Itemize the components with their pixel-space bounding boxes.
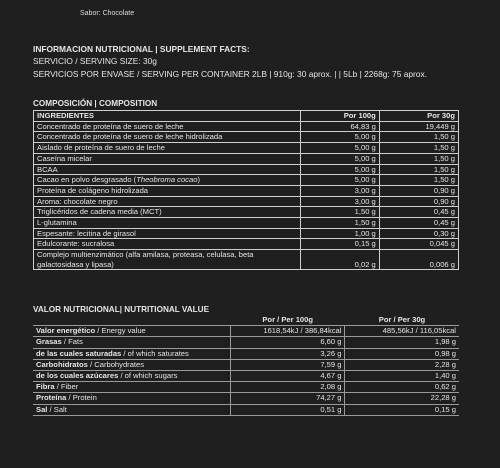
header-per-100g: Por / Per 100g [262, 315, 314, 324]
ingredient-row [34, 239, 459, 250]
value-per-100g: 1618,54kJ / 386,84kcal [230, 326, 345, 337]
header-ingredients: INGREDIENTES [34, 111, 301, 122]
amount-per-100g: 64,83 g [300, 121, 379, 132]
value-per-30g: 2,28 g [345, 359, 459, 370]
ingredient-name: Cacao en polvo desgrasado (Theobroma cocao) [34, 175, 301, 186]
ingredient-name: Edulcorante: sucralosa [34, 239, 301, 250]
ingredient-row [34, 218, 459, 229]
nutrition-table [33, 315, 459, 416]
amount-per-100g: 0,15 g [300, 239, 379, 250]
nutrition-row [33, 326, 459, 337]
nutrient-name: de los cuales azúcares / of which sugars [33, 371, 230, 382]
ingredient-row [34, 228, 459, 239]
amount-per-100g: 1,00 g [300, 228, 379, 239]
ingredient-name: Concentrado de proteína de suero de leche [34, 121, 301, 132]
flavor-label: Sabor: Chocolate [80, 10, 135, 17]
amount-per-30g: 0,45 g [379, 207, 458, 218]
nutrition-header-blank [33, 315, 230, 326]
value-per-100g: 2,08 g [230, 382, 345, 393]
ingredient-name: Aroma: chocolate negro [34, 196, 301, 207]
ingredient-row [34, 175, 459, 186]
value-per-30g: 0,15 g [345, 404, 459, 415]
nutrient-name: Fibra / Fiber [33, 382, 230, 393]
ingredient-name: BCAA [34, 164, 301, 175]
nutrition-header-row [33, 315, 459, 326]
value-per-30g: 1,98 g [345, 337, 459, 348]
facts-heading: INFORMACION NUTRICIONAL | SUPPLEMENT FACTS: [33, 44, 250, 54]
amount-per-30g: 0,90 g [379, 196, 458, 207]
amount-per-100g: 5,00 g [300, 153, 379, 164]
ingredient-name: Complejo multienzimático (alfa amilasa, proteasa, celulasa, beta galactosidasa y lipasa) [34, 250, 301, 270]
servings-per-container: SERVICIOS POR ENVASE / SERVING PER CONTAINER 2LB | 910g: 30 aprox. | | 5Lb | 2268g: 75 aprox. [33, 68, 427, 79]
amount-per-100g: 1,50 g [300, 207, 379, 218]
amount-per-30g: 0,90 g [379, 185, 458, 196]
ingredient-name: Proteína de colágeno hidrolizada [34, 185, 301, 196]
amount-per-30g: 1,50 g [379, 132, 458, 143]
amount-per-100g: 5,00 g [300, 164, 379, 175]
ingredient-row [34, 121, 459, 132]
nutrient-name: Grasas / Fats [33, 337, 230, 348]
amount-per-30g: 0,30 g [379, 228, 458, 239]
ingredient-row [34, 207, 459, 218]
header-per-100g: Por 100g [300, 111, 379, 122]
composition-header-row [34, 111, 459, 122]
ingredient-name: Aislado de proteína de suero de leche [34, 143, 301, 154]
value-per-30g: 1,40 g [345, 371, 459, 382]
amount-per-100g: 5,00 g [300, 175, 379, 186]
ingredient-row [34, 132, 459, 143]
value-per-100g: 0,51 g [230, 404, 345, 415]
nutrition-row [33, 359, 459, 370]
amount-per-100g: 0,02 g [300, 250, 379, 270]
ingredient-row [34, 250, 459, 270]
amount-per-30g: 0,045 g [379, 239, 458, 250]
amount-per-100g: 3,00 g [300, 196, 379, 207]
amount-per-30g: 1,50 g [379, 153, 458, 164]
nutrition-row [33, 393, 459, 404]
nutrition-row [33, 348, 459, 359]
amount-per-100g: 3,00 g [300, 185, 379, 196]
composition-title: COMPOSICIÓN | COMPOSITION [33, 99, 158, 108]
amount-per-30g: 0,45 g [379, 218, 458, 229]
amount-per-30g: 0,006 g [379, 250, 458, 270]
value-per-100g: 7,59 g [230, 359, 345, 370]
ingredient-row [34, 164, 459, 175]
ingredient-name: Concentrado de proteína de suero de leche hidrolizada [34, 132, 301, 143]
ingredient-name: Espesante: lecitina de girasol [34, 228, 301, 239]
value-per-30g: 22,28 g [345, 393, 459, 404]
nutrient-name: de las cuales saturadas / of which saturates [33, 348, 230, 359]
amount-per-30g: 19,449 g [379, 121, 458, 132]
ingredient-row [34, 196, 459, 207]
amount-per-30g: 1,50 g [379, 164, 458, 175]
ingredient-row [34, 185, 459, 196]
value-per-100g: 74,27 g [230, 393, 345, 404]
ingredient-name: Caseína micelar [34, 153, 301, 164]
nutrition-title: VALOR NUTRICIONAL| NUTRITIONAL VALUE [33, 305, 210, 314]
amount-per-30g: 1,50 g [379, 175, 458, 186]
ingredient-name: Triglicéridos de cadena media (MCT) [34, 207, 301, 218]
value-per-100g: 3,26 g [230, 348, 345, 359]
nutrition-row [33, 382, 459, 393]
nutrition-row [33, 371, 459, 382]
nutrient-name: Proteína / Protein [33, 393, 230, 404]
value-per-30g: 0,98 g [345, 348, 459, 359]
supplement-facts-info [33, 43, 427, 80]
value-per-100g: 6,60 g [230, 337, 345, 348]
nutrition-row [33, 337, 459, 348]
header-per-30g: Por / Per 30g [378, 315, 426, 324]
ingredient-row [34, 143, 459, 154]
value-per-100g: 4,67 g [230, 371, 345, 382]
amount-per-100g: 5,00 g [300, 143, 379, 154]
composition-table [33, 110, 459, 270]
amount-per-30g: 1,50 g [379, 143, 458, 154]
amount-per-100g: 5,00 g [300, 132, 379, 143]
amount-per-100g: 1,50 g [300, 218, 379, 229]
header-per-30g: Por 30g [379, 111, 458, 122]
value-per-30g: 0,62 g [345, 382, 459, 393]
ingredient-row [34, 153, 459, 164]
nutrient-name: Carbohidratos / Carbohydrates [33, 359, 230, 370]
nutrient-name: Valor energético / Energy value [33, 326, 230, 337]
ingredient-name: L-glutamina [34, 218, 301, 229]
nutrition-row [33, 404, 459, 415]
serving-size: SERVICIO / SERVING SIZE: 30g [33, 56, 157, 67]
value-per-30g: 485,56kJ / 116,05kcal [345, 326, 459, 337]
nutrient-name: Sal / Salt [33, 404, 230, 415]
